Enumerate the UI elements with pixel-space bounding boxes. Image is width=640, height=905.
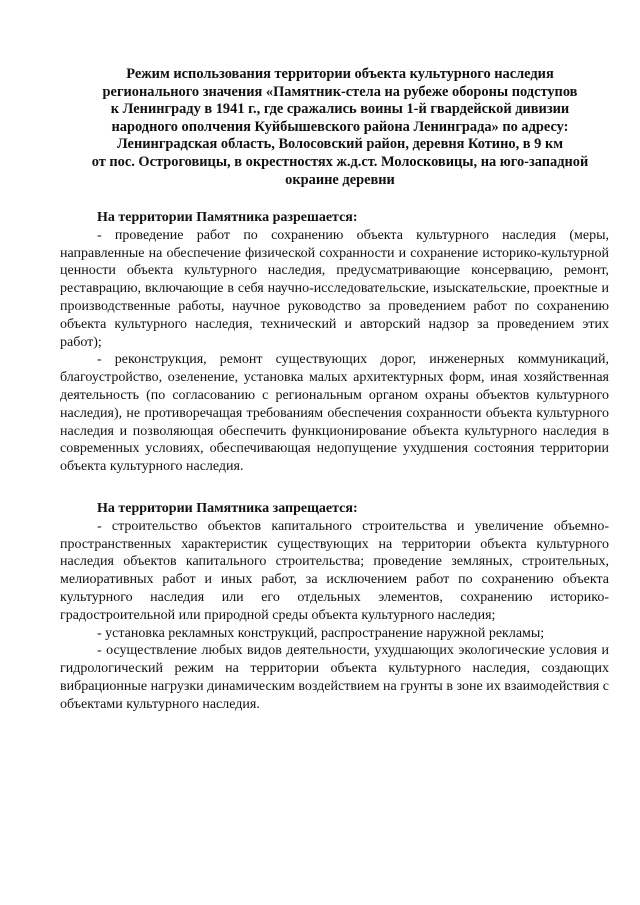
title-line: регионального значения «Памятник-стела на рубеже обороны подступов <box>102 83 578 100</box>
title-line: от пос. Остроговицы, в окрестностях ж.д.ст. Молосковицы, на юго-западной <box>91 153 589 170</box>
title-line: Режим использования территории объекта культурного наследия <box>126 66 554 82</box>
document-title <box>60 66 620 189</box>
section-heading-forbidden: На территории Памятника запрещается: <box>97 501 358 516</box>
section-forbidden <box>60 500 609 714</box>
section-allowed <box>60 209 609 476</box>
title-line: окраине деревни <box>285 171 395 188</box>
list-item: - осуществление любых видов деятельности, ухудшающих экологические условия и гидрологический режим на территории объекта культурного наследия, создающих вибрационные нагрузки динамическим воздействием на грунты в зоне их взаимодействия с объектами культурного наследия. <box>60 643 609 712</box>
title-line: Ленинградская область, Волосовский район, деревня Котино, в 9 км <box>116 136 564 153</box>
title-line: к Ленинграду в 1941 г., где сражались воины 1-й гвардейской дивизии <box>110 101 570 118</box>
list-item: - установка рекламных конструкций, распространение наружной рекламы; <box>97 625 545 641</box>
section-heading-allowed: На территории Памятника разрешается: <box>97 210 358 225</box>
title-line: народного ополчения Куйбышевского района Ленинграда» по адресу: <box>111 118 569 135</box>
list-item: - проведение работ по сохранению объекта культурного наследия (меры, направленные на обеспечение физической сохранности и сохранение историко-культурной ценности объекта культурного наследия, предусматривающие консервацию, ремонт, реставрацию, включающие в себя научно-исследовательские, изыскательские, проектные и производственные работы, научное руководство за проведением работ по сохранению объекта культурного наследия, технический и авторский надзор за проведением этих работ); <box>60 227 609 350</box>
list-item: - реконструкция, ремонт существующих дорог, инженерных коммуникаций, благоустройство, озеленение, установка малых архитектурных форм, иная хозяйственная деятельность (по согласованию с региональным органом охраны объектов культурного наследия), не противоречащая требованиям обеспечения сохранности объекта культурного наследия и позволяющая обеспечить функционирование объекта культурного наследия в современных условиях, обеспечивающая недопущение ухудшения состояния территории объекта культурного наследия. <box>60 352 609 475</box>
list-item: - строительство объектов капитального строительства и увеличение объемно-пространственных характеристик существующих на территории объекта культурного наследия объектов капитального строительства; проведение земляных, строительных, мелиоративных работ и иных работ, за исключением работ по сохранению объекта культурного наследия или его отдельных элементов, сохранению историко-градостроительной или природной среды объекта культурного наследия; <box>60 518 609 623</box>
